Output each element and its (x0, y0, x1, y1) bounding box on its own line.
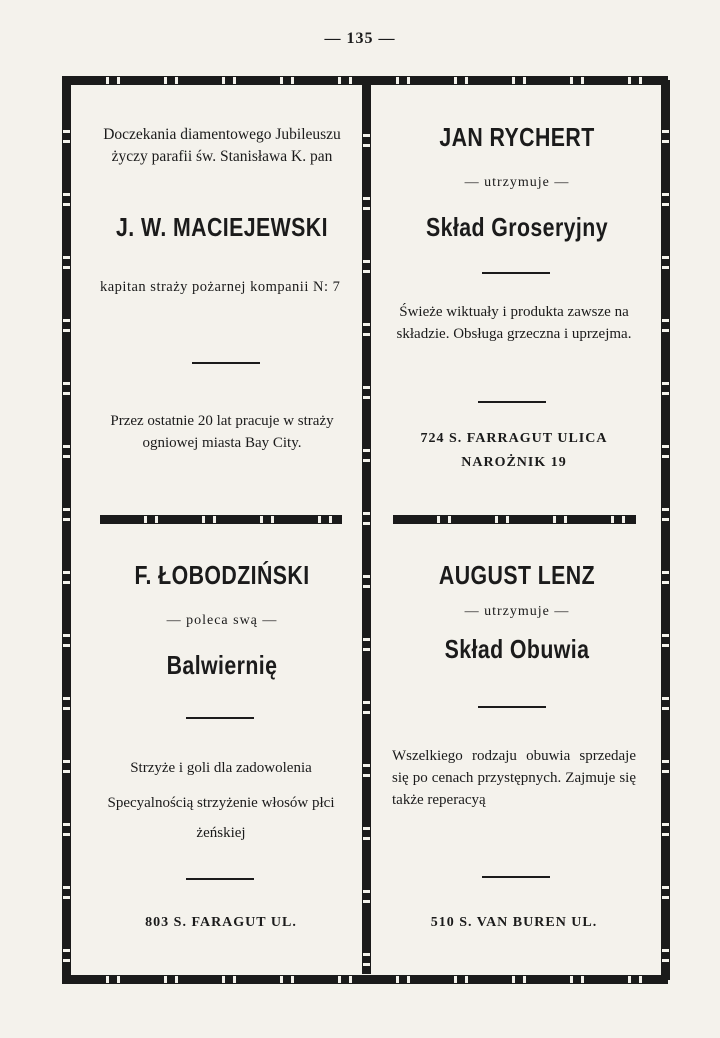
separator-rule (478, 706, 546, 708)
advertiser-name: J. W. MACIEJEWSKI (116, 212, 328, 242)
business-name: Skład Groseryjny (426, 212, 608, 242)
ad-subtitle: — utrzymuje — (464, 175, 570, 190)
ad-body-text: Wszelkiego rodzaju obuwia sprzedaje się po cenach przystępnych. Zajmuje się także reperacyą (392, 748, 636, 808)
ad-body-text: Przez ostatnie 20 lat pracuje w straży ogniowej miasta Bay City. (110, 413, 334, 451)
ad-body-line-1: Strzyże i goli dla zadowolenia (130, 760, 312, 776)
middle-divider-right (393, 515, 636, 524)
ad-subtitle: — poleca swą — (166, 613, 278, 628)
page-number: — 135 — (324, 30, 396, 47)
address-line: 510 S. VAN BUREN UL. (430, 915, 598, 930)
address-line-1: 724 S. FARRAGUT ULICA (420, 431, 608, 446)
business-name: Skład Obuwia (444, 634, 590, 664)
ad-intro-text: Doczekania diamentowego Jubileuszu życzy parafii św. Stanisława K. pan (103, 126, 341, 165)
ad-body-text: Świeże wiktuały i produkta zawsze na składzie. Obsługa grzeczna i uprzejma. (396, 304, 632, 342)
separator-rule (186, 878, 254, 880)
address-line-2: NAROŻNIK 19 (461, 455, 567, 470)
right-border (661, 80, 670, 980)
advertiser-name: F. ŁOBODZIŃSKI (134, 560, 310, 590)
ad-subtitle: — utrzymuje — (464, 604, 570, 619)
advertiser-role: kapitan straży pożarnej kompanii N: 7 (100, 279, 341, 295)
business-name: Balwiernię (166, 650, 278, 680)
separator-rule (192, 362, 260, 364)
left-border (62, 80, 71, 980)
separator-rule (482, 272, 550, 274)
middle-divider-left (100, 515, 342, 524)
advertiser-name: JAN RYCHERT (439, 122, 595, 152)
center-divider (362, 84, 371, 974)
advertiser-name: AUGUST LENZ (438, 560, 596, 590)
separator-rule (482, 876, 550, 878)
separator-rule (186, 717, 254, 719)
ad-body-line-2: Specyalnością strzyżenie włosów płci żeńskiej (107, 795, 335, 841)
bottom-border (62, 975, 668, 984)
address-line: 803 S. FARAGUT UL. (145, 915, 297, 930)
separator-rule (478, 401, 546, 403)
